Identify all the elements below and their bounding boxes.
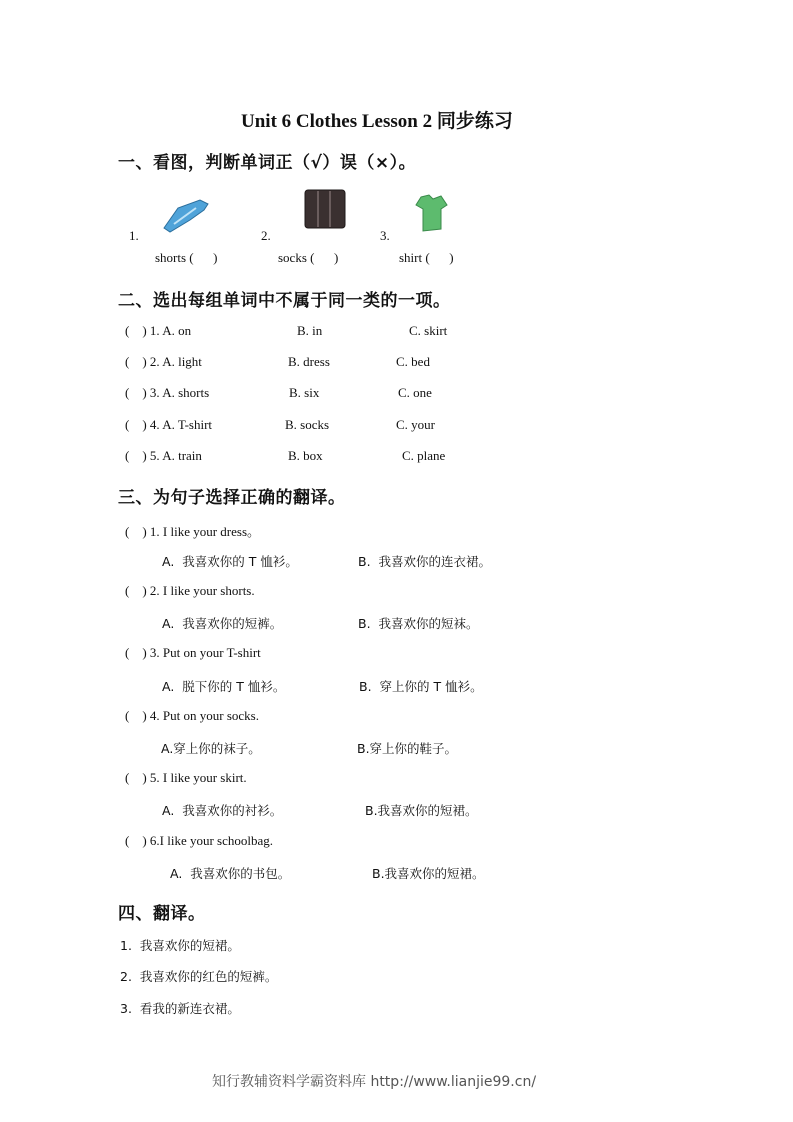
- s2-row1-option-c: C. skirt: [409, 323, 448, 338]
- s2-row2-question: ( ) 2. A. light: [125, 354, 202, 369]
- s4-item3: 3. 看我的新连衣裙。: [120, 1001, 240, 1016]
- footer-watermark: 知行教辅资料学霸资料库 http://www.lianjie99.cn/: [212, 1074, 537, 1090]
- s2-row4-option-c: C. your: [396, 417, 435, 432]
- s2-row2-option-c: C. bed: [396, 354, 430, 369]
- s3-item5-option-a: A. 我喜欢你的衬衫。: [162, 803, 283, 818]
- s2-row5-option-c: C. plane: [402, 448, 446, 463]
- s2-row2-option-b: B. dress: [288, 354, 330, 369]
- s3-item1-option-b: B. 我喜欢你的连衣裙。: [358, 554, 491, 569]
- s2-row3-option-c: C. one: [398, 385, 432, 400]
- page-title: Unit 6 Clothes Lesson 2 同步练习: [241, 111, 513, 132]
- s3-item2-option-a: A. 我喜欢你的短裤。: [162, 616, 283, 631]
- s4-item1: 1. 我喜欢你的短裙。: [120, 938, 240, 953]
- s3-item3-option-b: B. 穿上你的 T 恤衫。: [359, 679, 483, 694]
- s3-item5-option-b: B.我喜欢你的短裙。: [365, 803, 478, 818]
- shorts-picture: [160, 198, 210, 234]
- s3-item3-question: ( ) 3. Put on your T-shirt: [125, 645, 261, 660]
- s3-item6-option-b: B.我喜欢你的短裙。: [372, 866, 485, 881]
- s3-item2-question: ( ) 2. I like your shorts.: [125, 583, 255, 598]
- section4-heading: 四、翻译。: [118, 904, 206, 924]
- socks-picture: [302, 187, 348, 231]
- s3-item5-question: ( ) 5. I like your skirt.: [125, 770, 247, 785]
- section2-heading: 二、选出每组单词中不属于同一类的一项。: [118, 291, 451, 311]
- item1-word: shorts ( ): [155, 250, 218, 265]
- s2-row5-option-b: B. box: [288, 448, 323, 463]
- section3-heading: 三、为句子选择正确的翻译。: [118, 488, 346, 508]
- s3-item4-question: ( ) 4. Put on your socks.: [125, 708, 259, 723]
- s2-row1-option-b: B. in: [297, 323, 323, 338]
- item1-number: 1.: [129, 228, 139, 243]
- s3-item2-option-b: B. 我喜欢你的短袜。: [358, 616, 479, 631]
- s3-item4-option-a: A.穿上你的袜子。: [161, 741, 261, 756]
- s3-item4-option-b: B.穿上你的鞋子。: [357, 741, 458, 756]
- item3-word: shirt ( ): [399, 250, 454, 265]
- s2-row5-question: ( ) 5. A. train: [125, 448, 202, 463]
- s2-row3-question: ( ) 3. A. shorts: [125, 385, 210, 400]
- s3-item6-option-a: A. 我喜欢你的书包。: [170, 866, 291, 881]
- s3-item1-question: ( ) 1. I like your dress。: [125, 524, 261, 539]
- item2-number: 2.: [261, 228, 271, 243]
- s2-row4-question: ( ) 4. A. T-shirt: [125, 417, 213, 432]
- s2-row1-question: ( ) 1. A. on: [125, 323, 192, 338]
- s2-row3-option-b: B. six: [289, 385, 320, 400]
- shirt-picture: [413, 193, 449, 233]
- s3-item1-option-a: A. 我喜欢你的 T 恤衫。: [162, 554, 298, 569]
- item2-word: socks ( ): [278, 250, 339, 265]
- section1-heading: 一、看图，判断单词正（√）误（×）。: [118, 153, 417, 173]
- s3-item3-option-a: A. 脱下你的 T 恤衫。: [162, 679, 286, 694]
- s2-row4-option-b: B. socks: [285, 417, 330, 432]
- s3-item6-question: ( ) 6.I like your schoolbag.: [125, 833, 274, 848]
- item3-number: 3.: [380, 228, 390, 243]
- s4-item2: 2. 我喜欢你的红色的短裤。: [120, 969, 278, 984]
